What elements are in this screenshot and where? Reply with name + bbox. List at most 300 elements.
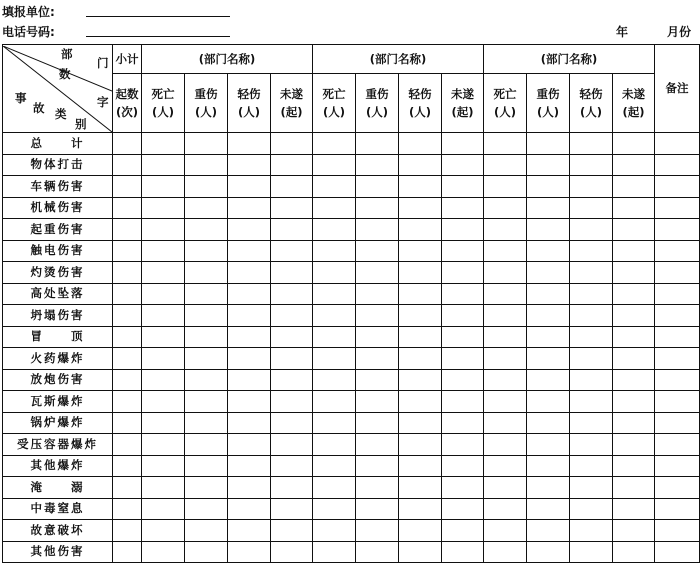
- data-cell[interactable]: [570, 348, 613, 370]
- data-cell[interactable]: [313, 305, 356, 327]
- data-cell[interactable]: [142, 283, 185, 305]
- data-cell[interactable]: [655, 434, 700, 456]
- data-cell[interactable]: [313, 262, 356, 284]
- data-cell[interactable]: [185, 176, 228, 198]
- data-cell[interactable]: [655, 262, 700, 284]
- data-cell[interactable]: [613, 391, 655, 413]
- row-label: 淹 溺: [3, 477, 113, 499]
- data-cell[interactable]: [484, 391, 527, 413]
- data-cell[interactable]: [484, 305, 527, 327]
- data-cell[interactable]: [271, 391, 313, 413]
- data-cell[interactable]: [655, 219, 700, 241]
- data-cell[interactable]: [228, 240, 271, 262]
- data-cell[interactable]: [113, 455, 142, 477]
- data-cell[interactable]: [313, 520, 356, 542]
- data-cell[interactable]: [570, 219, 613, 241]
- data-cell[interactable]: [185, 262, 228, 284]
- table-row: [3, 219, 700, 241]
- data-cell[interactable]: [484, 520, 527, 542]
- data-cell[interactable]: [142, 305, 185, 327]
- data-cell[interactable]: [313, 434, 356, 456]
- data-cell[interactable]: [185, 240, 228, 262]
- data-cell[interactable]: [185, 541, 228, 563]
- data-cell[interactable]: [655, 498, 700, 520]
- data-cell[interactable]: [399, 391, 442, 413]
- data-cell[interactable]: [484, 348, 527, 370]
- data-cell[interactable]: [442, 520, 484, 542]
- data-cell[interactable]: [113, 477, 142, 499]
- data-cell[interactable]: [570, 412, 613, 434]
- data-cell[interactable]: [442, 197, 484, 219]
- data-cell[interactable]: [527, 455, 570, 477]
- data-cell[interactable]: [442, 305, 484, 327]
- data-cell[interactable]: [655, 412, 700, 434]
- data-cell[interactable]: [228, 455, 271, 477]
- data-cell[interactable]: [142, 369, 185, 391]
- data-cell[interactable]: [613, 326, 655, 348]
- data-cell[interactable]: [442, 240, 484, 262]
- data-cell[interactable]: [356, 262, 399, 284]
- data-cell[interactable]: [356, 240, 399, 262]
- data-cell[interactable]: [113, 154, 142, 176]
- data-cell[interactable]: [142, 348, 185, 370]
- data-cell[interactable]: [399, 283, 442, 305]
- data-cell[interactable]: [313, 455, 356, 477]
- data-cell[interactable]: [527, 240, 570, 262]
- data-cell[interactable]: [142, 240, 185, 262]
- data-cell[interactable]: [356, 498, 399, 520]
- data-cell[interactable]: [655, 197, 700, 219]
- serious-header: 重伤 (人): [356, 74, 399, 133]
- data-cell[interactable]: [484, 197, 527, 219]
- data-cell[interactable]: [142, 477, 185, 499]
- data-cell[interactable]: [228, 197, 271, 219]
- data-cell[interactable]: [313, 391, 356, 413]
- data-cell[interactable]: [570, 283, 613, 305]
- data-cell[interactable]: [399, 348, 442, 370]
- data-cell[interactable]: [570, 197, 613, 219]
- data-cell[interactable]: [399, 477, 442, 499]
- data-cell[interactable]: [142, 391, 185, 413]
- data-cell[interactable]: [613, 154, 655, 176]
- data-cell[interactable]: [142, 262, 185, 284]
- data-cell[interactable]: [313, 240, 356, 262]
- data-cell[interactable]: [613, 219, 655, 241]
- data-cell[interactable]: [113, 197, 142, 219]
- data-cell[interactable]: [613, 412, 655, 434]
- data-cell[interactable]: [655, 133, 700, 155]
- data-cell[interactable]: [442, 541, 484, 563]
- data-cell[interactable]: [527, 498, 570, 520]
- data-cell[interactable]: [399, 176, 442, 198]
- data-cell[interactable]: [271, 434, 313, 456]
- data-cell[interactable]: [570, 434, 613, 456]
- data-cell[interactable]: [142, 133, 185, 155]
- data-cell[interactable]: [228, 262, 271, 284]
- data-cell[interactable]: [527, 391, 570, 413]
- data-cell[interactable]: [271, 348, 313, 370]
- data-cell[interactable]: [655, 369, 700, 391]
- data-cell[interactable]: [570, 240, 613, 262]
- data-cell[interactable]: [113, 326, 142, 348]
- data-cell[interactable]: [113, 498, 142, 520]
- data-cell[interactable]: [271, 283, 313, 305]
- data-cell[interactable]: [570, 133, 613, 155]
- table-row: [3, 369, 700, 391]
- data-cell[interactable]: [185, 369, 228, 391]
- data-cell[interactable]: [185, 305, 228, 327]
- data-cell[interactable]: [484, 154, 527, 176]
- data-cell[interactable]: [570, 262, 613, 284]
- data-cell[interactable]: [313, 541, 356, 563]
- corner-cat-2: 故: [33, 100, 45, 115]
- data-cell[interactable]: [442, 154, 484, 176]
- data-cell[interactable]: [613, 520, 655, 542]
- data-cell[interactable]: [613, 498, 655, 520]
- unit-field[interactable]: [86, 16, 230, 17]
- data-cell[interactable]: [185, 283, 228, 305]
- data-cell[interactable]: [113, 133, 142, 155]
- data-cell[interactable]: [356, 391, 399, 413]
- data-cell[interactable]: [228, 412, 271, 434]
- data-cell[interactable]: [356, 133, 399, 155]
- data-cell[interactable]: [356, 219, 399, 241]
- data-cell[interactable]: [271, 455, 313, 477]
- data-cell[interactable]: [399, 154, 442, 176]
- corner-cat-4: 别: [75, 116, 87, 131]
- data-cell[interactable]: [655, 520, 700, 542]
- data-cell[interactable]: [113, 434, 142, 456]
- data-cell[interactable]: [185, 391, 228, 413]
- data-cell[interactable]: [313, 283, 356, 305]
- data-cell[interactable]: [185, 434, 228, 456]
- corner-cat-1: 事: [15, 90, 27, 105]
- data-cell[interactable]: [442, 455, 484, 477]
- data-cell[interactable]: [271, 326, 313, 348]
- data-cell[interactable]: [113, 391, 142, 413]
- data-cell[interactable]: [313, 369, 356, 391]
- data-cell[interactable]: [113, 176, 142, 198]
- data-cell[interactable]: [655, 305, 700, 327]
- data-cell[interactable]: [527, 262, 570, 284]
- data-cell[interactable]: [356, 348, 399, 370]
- data-cell[interactable]: [313, 133, 356, 155]
- data-cell[interactable]: [570, 455, 613, 477]
- attempted-header: 未遂 (起): [613, 74, 655, 133]
- data-cell[interactable]: [399, 541, 442, 563]
- data-cell[interactable]: [527, 176, 570, 198]
- data-cell[interactable]: [313, 197, 356, 219]
- data-cell[interactable]: [527, 369, 570, 391]
- data-cell[interactable]: [313, 348, 356, 370]
- data-cell[interactable]: [228, 369, 271, 391]
- data-cell[interactable]: [356, 305, 399, 327]
- data-cell[interactable]: [655, 326, 700, 348]
- data-cell[interactable]: [356, 369, 399, 391]
- data-cell[interactable]: [271, 133, 313, 155]
- data-cell[interactable]: [527, 197, 570, 219]
- data-cell[interactable]: [484, 498, 527, 520]
- data-cell[interactable]: [442, 391, 484, 413]
- data-cell[interactable]: [356, 326, 399, 348]
- data-cell[interactable]: [313, 326, 356, 348]
- data-cell[interactable]: [613, 133, 655, 155]
- data-cell[interactable]: [484, 283, 527, 305]
- data-cell[interactable]: [442, 262, 484, 284]
- data-cell[interactable]: [228, 541, 271, 563]
- data-cell[interactable]: [613, 477, 655, 499]
- data-cell[interactable]: [313, 176, 356, 198]
- data-cell[interactable]: [228, 348, 271, 370]
- data-cell[interactable]: [356, 412, 399, 434]
- data-cell[interactable]: [484, 262, 527, 284]
- data-cell[interactable]: [655, 348, 700, 370]
- year-label: 年: [616, 25, 629, 39]
- data-cell[interactable]: [185, 154, 228, 176]
- data-cell[interactable]: [399, 219, 442, 241]
- data-cell[interactable]: [442, 477, 484, 499]
- data-cell[interactable]: [142, 434, 185, 456]
- data-cell[interactable]: [356, 176, 399, 198]
- data-cell[interactable]: [399, 498, 442, 520]
- data-cell[interactable]: [613, 455, 655, 477]
- data-cell[interactable]: [484, 326, 527, 348]
- data-cell[interactable]: [570, 369, 613, 391]
- data-cell[interactable]: [271, 412, 313, 434]
- data-cell[interactable]: [484, 219, 527, 241]
- data-cell[interactable]: [442, 412, 484, 434]
- data-cell[interactable]: [655, 240, 700, 262]
- data-cell[interactable]: [570, 326, 613, 348]
- data-cell[interactable]: [228, 477, 271, 499]
- data-cell[interactable]: [113, 305, 142, 327]
- data-cell[interactable]: [570, 520, 613, 542]
- data-cell[interactable]: [399, 455, 442, 477]
- data-cell[interactable]: [142, 541, 185, 563]
- data-cell[interactable]: [356, 477, 399, 499]
- data-cell[interactable]: [228, 176, 271, 198]
- data-cell[interactable]: [442, 283, 484, 305]
- data-cell[interactable]: [271, 498, 313, 520]
- data-cell[interactable]: [442, 219, 484, 241]
- data-cell[interactable]: [228, 305, 271, 327]
- data-cell[interactable]: [442, 176, 484, 198]
- data-cell[interactable]: [228, 283, 271, 305]
- data-cell[interactable]: [313, 412, 356, 434]
- table-row: [3, 326, 700, 348]
- data-cell[interactable]: [271, 176, 313, 198]
- data-cell[interactable]: [271, 305, 313, 327]
- data-cell[interactable]: [271, 369, 313, 391]
- data-cell[interactable]: [570, 154, 613, 176]
- data-cell[interactable]: [113, 219, 142, 241]
- data-cell[interactable]: [655, 283, 700, 305]
- data-cell[interactable]: [313, 219, 356, 241]
- data-cell[interactable]: [113, 283, 142, 305]
- data-cell[interactable]: [527, 520, 570, 542]
- data-cell[interactable]: [655, 154, 700, 176]
- data-cell[interactable]: [142, 176, 185, 198]
- data-cell[interactable]: [442, 348, 484, 370]
- data-cell[interactable]: [613, 283, 655, 305]
- data-cell[interactable]: [613, 541, 655, 563]
- data-cell[interactable]: [271, 154, 313, 176]
- data-cell[interactable]: [570, 391, 613, 413]
- data-cell[interactable]: [185, 520, 228, 542]
- data-cell[interactable]: [613, 176, 655, 198]
- data-cell[interactable]: [484, 455, 527, 477]
- data-cell[interactable]: [271, 541, 313, 563]
- corner-dept-1: 部: [61, 46, 73, 61]
- data-cell[interactable]: [484, 369, 527, 391]
- data-cell[interactable]: [142, 154, 185, 176]
- data-cell[interactable]: [399, 326, 442, 348]
- data-cell[interactable]: [570, 541, 613, 563]
- data-cell[interactable]: [655, 391, 700, 413]
- data-cell[interactable]: [527, 305, 570, 327]
- data-cell[interactable]: [356, 154, 399, 176]
- data-cell[interactable]: [228, 391, 271, 413]
- data-cell[interactable]: [484, 477, 527, 499]
- row-label: 故意破坏: [3, 520, 113, 542]
- data-cell[interactable]: [655, 455, 700, 477]
- data-cell[interactable]: [399, 305, 442, 327]
- data-cell[interactable]: [655, 477, 700, 499]
- data-cell[interactable]: [142, 455, 185, 477]
- data-cell[interactable]: [185, 348, 228, 370]
- data-cell[interactable]: [313, 498, 356, 520]
- data-cell[interactable]: [356, 434, 399, 456]
- remarks-header: 备注: [655, 45, 700, 133]
- data-cell[interactable]: [185, 326, 228, 348]
- data-cell[interactable]: [655, 176, 700, 198]
- data-cell[interactable]: [142, 520, 185, 542]
- data-cell[interactable]: [655, 541, 700, 563]
- data-cell[interactable]: [527, 412, 570, 434]
- data-cell[interactable]: [484, 412, 527, 434]
- data-cell[interactable]: [271, 520, 313, 542]
- data-cell[interactable]: [313, 477, 356, 499]
- data-cell[interactable]: [399, 262, 442, 284]
- data-cell[interactable]: [399, 434, 442, 456]
- data-cell[interactable]: [442, 434, 484, 456]
- data-cell[interactable]: [185, 498, 228, 520]
- data-cell[interactable]: [185, 412, 228, 434]
- data-cell[interactable]: [527, 326, 570, 348]
- data-cell[interactable]: [442, 498, 484, 520]
- data-cell[interactable]: [356, 520, 399, 542]
- data-cell[interactable]: [399, 197, 442, 219]
- data-cell[interactable]: [185, 197, 228, 219]
- data-cell[interactable]: [442, 369, 484, 391]
- data-cell[interactable]: [113, 520, 142, 542]
- data-cell[interactable]: [113, 348, 142, 370]
- data-cell[interactable]: [271, 262, 313, 284]
- data-cell[interactable]: [113, 369, 142, 391]
- data-cell[interactable]: [527, 154, 570, 176]
- data-cell[interactable]: [399, 133, 442, 155]
- data-cell[interactable]: [271, 197, 313, 219]
- data-cell[interactable]: [570, 498, 613, 520]
- data-cell[interactable]: [356, 455, 399, 477]
- data-cell[interactable]: [527, 541, 570, 563]
- data-cell[interactable]: [142, 412, 185, 434]
- data-cell[interactable]: [271, 240, 313, 262]
- data-cell[interactable]: [527, 477, 570, 499]
- data-cell[interactable]: [185, 219, 228, 241]
- data-cell[interactable]: [185, 455, 228, 477]
- data-cell[interactable]: [356, 283, 399, 305]
- data-cell[interactable]: [442, 326, 484, 348]
- data-cell[interactable]: [570, 305, 613, 327]
- data-cell[interactable]: [613, 348, 655, 370]
- data-cell[interactable]: [442, 133, 484, 155]
- data-cell[interactable]: [613, 369, 655, 391]
- data-cell[interactable]: [228, 154, 271, 176]
- data-cell[interactable]: [527, 434, 570, 456]
- data-cell[interactable]: [271, 219, 313, 241]
- data-cell[interactable]: [356, 197, 399, 219]
- table-row: [3, 133, 700, 155]
- data-cell[interactable]: [399, 240, 442, 262]
- data-cell[interactable]: [613, 240, 655, 262]
- data-cell[interactable]: [313, 154, 356, 176]
- data-cell[interactable]: [484, 240, 527, 262]
- data-cell[interactable]: [613, 434, 655, 456]
- data-cell[interactable]: [527, 219, 570, 241]
- data-cell[interactable]: [356, 541, 399, 563]
- data-cell[interactable]: [484, 541, 527, 563]
- dept-name-header-3: (部门名称): [484, 45, 655, 74]
- data-cell[interactable]: [113, 541, 142, 563]
- data-cell[interactable]: [399, 369, 442, 391]
- data-cell[interactable]: [185, 133, 228, 155]
- data-cell[interactable]: [228, 520, 271, 542]
- data-cell[interactable]: [570, 176, 613, 198]
- data-cell[interactable]: [527, 348, 570, 370]
- table-row: [3, 541, 700, 563]
- data-cell[interactable]: [399, 520, 442, 542]
- data-cell[interactable]: [271, 477, 313, 499]
- data-cell[interactable]: [613, 197, 655, 219]
- data-cell[interactable]: [113, 240, 142, 262]
- data-cell[interactable]: [527, 283, 570, 305]
- attempted-header: 未遂 (起): [271, 74, 313, 133]
- data-cell[interactable]: [113, 412, 142, 434]
- phone-field[interactable]: [86, 36, 230, 37]
- data-cell[interactable]: [228, 133, 271, 155]
- data-cell[interactable]: [228, 434, 271, 456]
- data-cell[interactable]: [185, 477, 228, 499]
- data-cell[interactable]: [527, 133, 570, 155]
- data-cell[interactable]: [484, 133, 527, 155]
- data-cell[interactable]: [570, 477, 613, 499]
- data-cell[interactable]: [484, 176, 527, 198]
- data-cell[interactable]: [228, 498, 271, 520]
- data-cell[interactable]: [228, 326, 271, 348]
- data-cell[interactable]: [142, 197, 185, 219]
- data-cell[interactable]: [142, 498, 185, 520]
- data-cell[interactable]: [613, 262, 655, 284]
- data-cell[interactable]: [613, 305, 655, 327]
- corner-cat-3: 类: [55, 106, 67, 121]
- data-cell[interactable]: [142, 219, 185, 241]
- data-cell[interactable]: [228, 219, 271, 241]
- data-cell[interactable]: [399, 412, 442, 434]
- data-cell[interactable]: [113, 262, 142, 284]
- data-cell[interactable]: [484, 434, 527, 456]
- data-cell[interactable]: [142, 326, 185, 348]
